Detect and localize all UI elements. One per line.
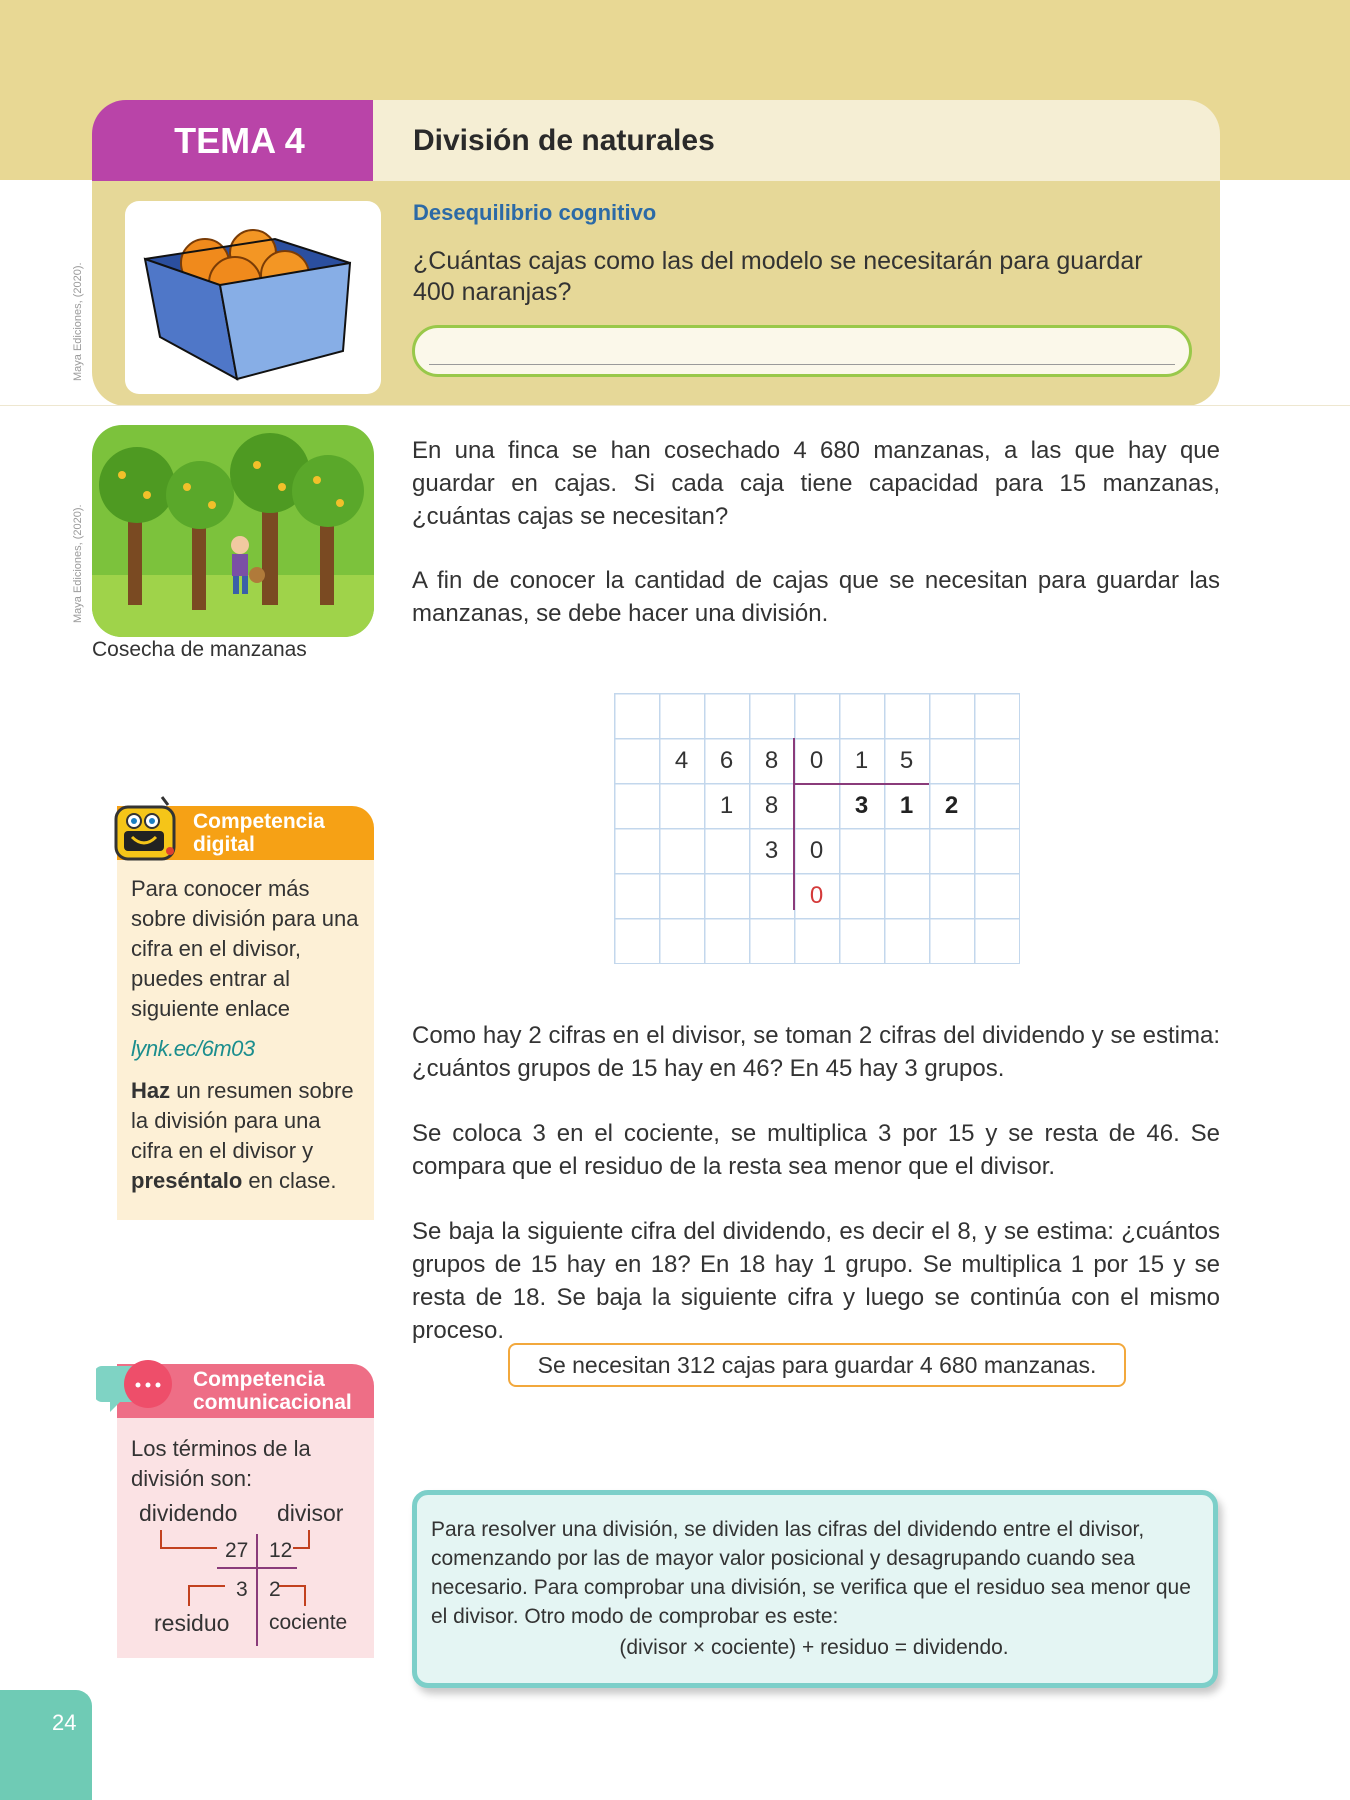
step2-paragraph: Se coloca 3 en el cociente, se multiplica 3 por 15 y se resta de 46. Se compara que el residuo de la resta sea menor que el divisor. (412, 1120, 1220, 1180)
division-terms-diagram (117, 1498, 374, 1648)
image-credit-top: Maya Ediciones, (2020). (72, 262, 84, 381)
intro-question: ¿Cuántas cajas como las del modelo se necesitarán para guardar 400 naranjas? (413, 247, 1143, 306)
problem-paragraph: En una finca se han cosechado 4 680 manzanas, a las que hay que guardar en cajas. Si cada caja tiene capacidad para 15 manzanas, ¿cuántas cajas se necesitan? (412, 437, 1220, 530)
image-caption: Cosecha de manzanas (92, 638, 307, 661)
approach-paragraph: A fin de conocer la cantidad de cajas que se necesitan para guardar las manzanas, se debe hacer una división. (412, 567, 1220, 627)
quotient-label: cociente (269, 1611, 348, 1634)
apple-orchard-illustration (92, 425, 374, 637)
digital-card-link[interactable]: lynk.ec/6m03 (131, 1036, 255, 1061)
page-title-text: División de naturales (413, 123, 715, 157)
page-number: 24 (52, 1710, 77, 1735)
key-concept-box (412, 1490, 1218, 1688)
partial-digit: 1 (719, 792, 734, 819)
comm-card-intro: Los términos de la división son: (131, 1436, 311, 1491)
step1-paragraph: Como hay 2 cifras en el divisor, se toman 2 cifras del dividendo y se estima: ¿cuántos grupos de 15 hay en 46? En 45 hay 3 grupos. (412, 1022, 1220, 1082)
action-verb-2: preséntalo (131, 1168, 243, 1193)
intro-panel (92, 100, 1220, 406)
section-subtitle: Desequilibrio cognitivo (413, 200, 657, 225)
action-text-1: un resumen sobre la división para una cifra en el divisor y (131, 1078, 354, 1163)
step3-paragraph: Se baja la siguiente cifra del dividendo, es decir el 8, y se estima: ¿cuántos grupos de 15 hay en 18? En 18 hay 1 grupo. Se multiplica 1 por 15 y se resta de 18. Se baja la siguiente cifra y luego se continúa con el mismo proceso. (412, 1218, 1220, 1344)
orange-box-image (125, 201, 381, 394)
dividend-value: 27 (225, 1539, 249, 1562)
remainder-value: 3 (236, 1578, 248, 1601)
remainder-label: residuo (154, 1610, 230, 1636)
comm-card-body (117, 1418, 374, 1658)
divisor-digit: 5 (899, 747, 914, 774)
action-text-2: en clase. (242, 1168, 337, 1193)
partial-digit: 0 (809, 837, 824, 864)
dividend-digit: 6 (719, 747, 734, 774)
divisor-value: 12 (269, 1539, 293, 1562)
division-vertical-line (793, 738, 795, 910)
division-horizontal-line (794, 783, 929, 785)
dividend-label: dividendo (139, 1500, 238, 1526)
orange-box-illustration (125, 201, 381, 394)
divider-line (0, 405, 1350, 406)
digital-competence-card (117, 806, 374, 1220)
result-box: Se necesitan 312 cajas para guardar 4 680 manzanas. (508, 1343, 1126, 1387)
topic-tab: TEMA 4 (92, 100, 373, 181)
image-credit-middle: Maya Ediciones, (2020). (72, 504, 84, 623)
partial-digit: 3 (764, 837, 779, 864)
page-number-tab (0, 1690, 92, 1800)
dividend-digit: 4 (674, 747, 689, 774)
action-verb-1: Haz (131, 1078, 171, 1103)
robot-icon (110, 795, 182, 867)
partial-digit: 8 (764, 792, 779, 819)
speech-bubbles-icon (96, 1358, 178, 1416)
digital-card-action (131, 1076, 360, 1196)
apple-orchard-image (92, 425, 374, 637)
quotient-digit: 1 (899, 792, 914, 819)
digital-card-title-1: Competencia (193, 810, 325, 833)
divisor-digit: 1 (854, 747, 869, 774)
divisor-label: divisor (277, 1500, 344, 1526)
answer-input[interactable] (412, 325, 1192, 377)
answer-line (429, 364, 1175, 365)
long-division-grid (614, 693, 1020, 964)
dividend-digit: 0 (809, 747, 824, 774)
dividend-digit: 8 (764, 747, 779, 774)
quotient-digit: 2 (944, 792, 959, 819)
key-concept-text: Para resolver una división, se dividen las cifras del dividendo entre el divisor, comenzando por las de mayor valor posicional y desagrupando cuando sea necesario. Para comprobar una división, se verifica que el residuo sea menor que el divisor. Otro modo de comprobar es este: (431, 1518, 1191, 1628)
remainder-digit: 0 (809, 882, 824, 909)
digital-card-title-2: digital (193, 833, 255, 856)
quotient-digit: 3 (854, 792, 869, 819)
digital-card-body (117, 860, 374, 1220)
quotient-value: 2 (269, 1578, 281, 1601)
page-title (373, 100, 1220, 181)
key-concept-formula: (divisor × cociente) + residuo = dividendo. (619, 1636, 1009, 1659)
terms-connector-lines (117, 1498, 374, 1648)
comm-card-title-1: Competencia (193, 1368, 325, 1391)
digital-card-text: Para conocer más sobre división para una cifra en el divisor, puedes entrar al siguiente enlace (131, 876, 359, 1021)
comm-card-title-2: comunicacional (193, 1391, 352, 1414)
